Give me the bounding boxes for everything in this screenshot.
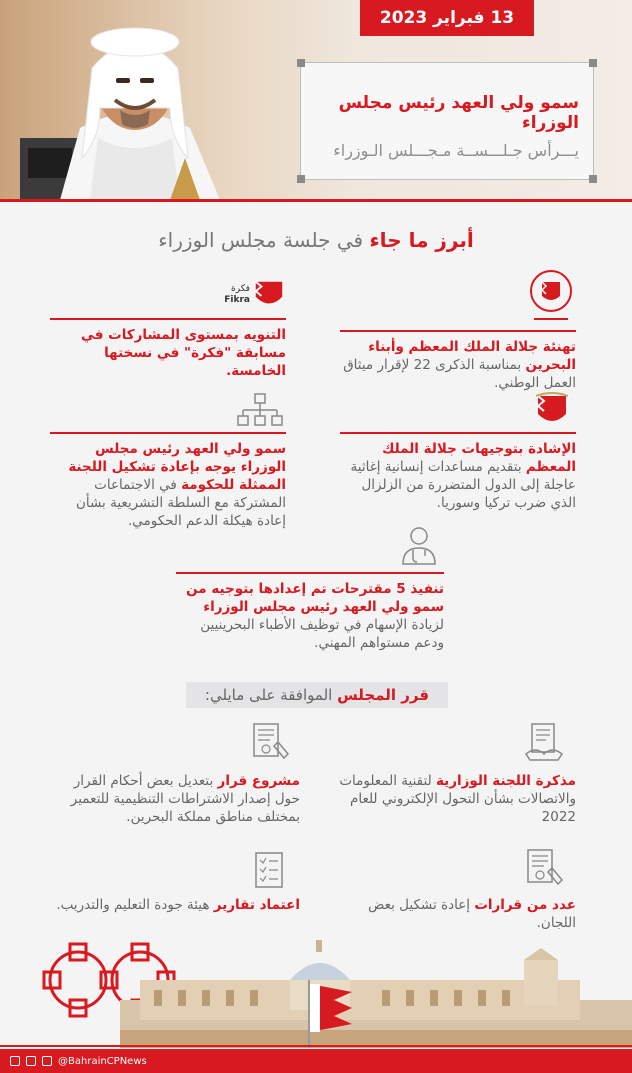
highlight-text: في الاجتماعات المشتركة مع السلطة التشريعية بشأن إعادة هيكلة الدعم الحكومي. — [75, 477, 286, 529]
council-text: الموافقة على مايلي: — [204, 686, 338, 704]
decision-text: لتقنية المعلومات والاتصالات بشأن التحول الإلكتروني للعام 2022 — [339, 773, 576, 825]
highlight-item — [340, 330, 576, 392]
corner-marker — [297, 175, 305, 183]
page-title: سمو ولي العهد رئيس مجلس الوزراء — [338, 93, 579, 133]
hero-divider — [0, 199, 632, 202]
palace-illustration — [120, 940, 632, 1048]
document-stamp-icon — [248, 720, 292, 764]
title-box — [300, 62, 594, 180]
bahrain-emblem-icon — [528, 268, 574, 328]
section-title-text: في جلسة مجلس الوزراء — [158, 228, 370, 252]
date-badge: 13 فبراير 2023 — [360, 0, 534, 36]
corner-marker — [589, 59, 597, 67]
highlight-emphasis: تهنئة جلالة الملك المعظم وأبناء البحرين — [368, 339, 576, 373]
instagram-icon[interactable] — [10, 1056, 20, 1066]
decision-emphasis: مشروع قرار — [217, 773, 300, 789]
item-underline — [340, 432, 576, 434]
corner-marker — [297, 59, 305, 67]
decision-item — [330, 896, 576, 932]
item-underline — [176, 572, 444, 574]
decision-item — [54, 772, 300, 826]
footer-divider — [0, 1045, 632, 1047]
checklist-icon — [250, 850, 290, 890]
decision-item — [330, 772, 576, 826]
doctor-icon — [398, 524, 440, 566]
twitter-icon[interactable] — [26, 1056, 36, 1066]
fikra-ar: فكرة — [231, 284, 250, 294]
highlight-item — [50, 432, 286, 530]
section-title — [0, 228, 632, 252]
item-underline — [340, 330, 576, 332]
highlight-text: لزيادة الإسهام في توظيف الأطباء البحرينيين ودعم مستواهم المهني. — [200, 617, 444, 651]
highlight-item — [340, 432, 576, 512]
highlight-item — [176, 572, 444, 652]
contract-icon — [522, 720, 566, 764]
highlight-emphasis: الإشادة بتوجيهات جلالة الملك المعظم — [382, 441, 576, 475]
page-subtitle: يـــرأس جـلـــســة مـجـــلس الـوزراء — [333, 141, 579, 160]
crown-prince-portrait — [20, 8, 250, 200]
highlight-emphasis: تنفيذ 5 مقترحات تم إعدادها بتوجيه من سمو ولي العهد رئيس مجلس الوزراء — [186, 581, 444, 615]
decision-text: هيئة جودة التعليم والتدريب. — [56, 897, 214, 913]
decision-emphasis: عدد من قرارات — [474, 897, 576, 913]
decision-text: بتعديل بعض أحكام القرار حول إصدار الاشتراطات التنظيمية للتعمير بمختلف مناطق مملكة البحرين. — [70, 773, 300, 825]
council-emphasis: قرر المجلس — [337, 686, 430, 704]
council-decisions-label — [186, 682, 448, 708]
item-underline — [50, 318, 286, 320]
item-underline — [50, 432, 286, 434]
footer — [0, 1049, 632, 1073]
org-chart-icon — [236, 392, 284, 428]
bahrain-emblem-icon — [534, 392, 570, 430]
document-stamp-icon — [522, 846, 566, 890]
section-title-highlight: أبرز ما جاء — [369, 228, 474, 252]
highlight-emphasis: سمو ولي العهد رئيس مجلس الوزراء يوجه بإعادة تشكيل اللجنة الممثلة للحكومة — [68, 441, 286, 493]
highlight-item — [50, 318, 286, 380]
social-handle[interactable]: @BahrainCPNews — [58, 1055, 147, 1067]
bahrain-emblem-icon — [252, 278, 286, 312]
highlight-text: بمناسبة الذكرى 22 لإقرار ميثاق العمل الوطني. — [343, 357, 576, 391]
highlight-emphasis: التنويه بمستوى المشاركات في مسابقة "فكرة" في نسختها الخامسة. — [80, 327, 286, 379]
highlight-text: بتقديم مساعدات إنسانية إغاثية عاجلة إلى الدول المتضررة من الزلزال الذي ضرب تركيا وسوريا. — [350, 459, 576, 511]
fikra-logo — [200, 278, 290, 314]
decision-item — [54, 896, 300, 914]
decision-emphasis: مذكرة اللجنة الوزارية — [436, 773, 576, 789]
youtube-icon[interactable] — [42, 1056, 52, 1066]
decision-emphasis: اعتماد تقارير — [213, 897, 300, 913]
corner-marker — [589, 175, 597, 183]
fikra-en: Fikra — [224, 295, 250, 305]
decision-text: إعادة تشكيل بعض اللجان. — [368, 897, 576, 931]
